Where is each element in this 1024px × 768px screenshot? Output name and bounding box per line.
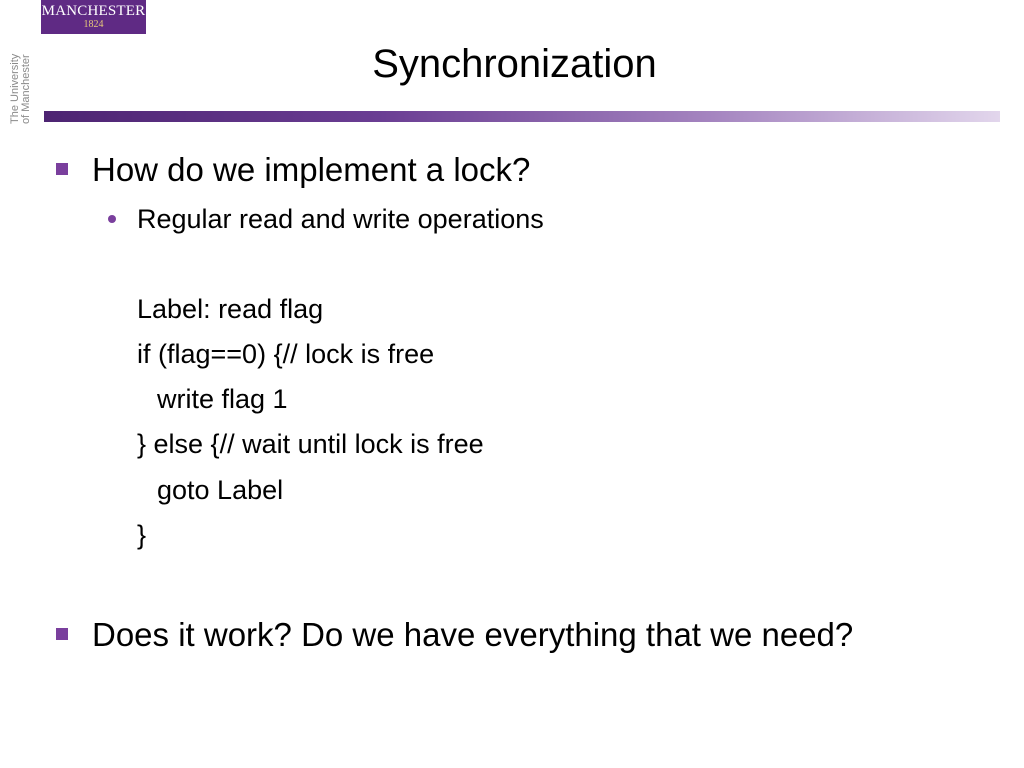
- side-label-line-1: The University: [9, 53, 21, 124]
- square-bullet-icon: [56, 163, 68, 175]
- code-line-6: }: [137, 520, 147, 550]
- code-line-2: if (flag==0) {// lock is free: [137, 339, 435, 369]
- title-divider: [44, 111, 1000, 122]
- code-line-1: Label: read flag: [137, 294, 324, 324]
- logo-wordmark: MANCHESTER: [41, 3, 146, 19]
- slide-title: Synchronization: [372, 42, 657, 86]
- bullet-1-text: How do we implement a lock?: [92, 151, 531, 188]
- bullet-2-text: Does it work? Do we have everything that we need?: [92, 616, 854, 653]
- sub-bullet-text: Regular read and write operations: [137, 204, 544, 234]
- round-bullet-icon: [108, 215, 116, 223]
- side-label-line-2: of Manchester: [20, 54, 32, 124]
- code-line-5: goto Label: [157, 475, 284, 505]
- university-logo: [41, 0, 146, 34]
- code-line-4: } else {// wait until lock is free: [137, 429, 484, 459]
- logo-year: 1824: [83, 19, 104, 30]
- square-bullet-icon: [56, 628, 68, 640]
- code-line-3: write flag 1: [157, 384, 288, 414]
